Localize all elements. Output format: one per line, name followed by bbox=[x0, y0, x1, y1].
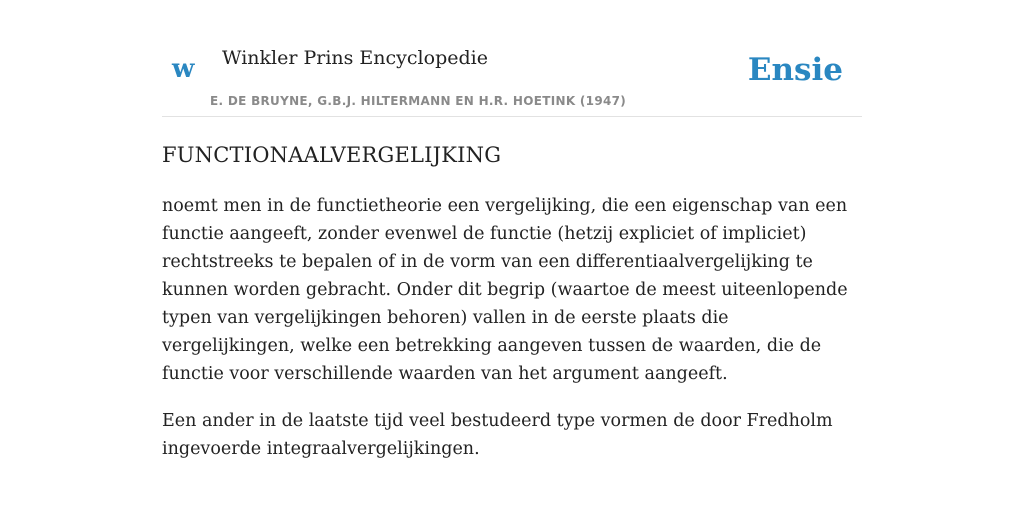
article-paragraph: noemt men in de functietheorie een vergelijking, die een eigenschap van een functie aangeeft, zonder evenwel de functie (hetzij expliciet of impliciet) rechtstreeks te bepalen of in de vorm van een differentiaalvergelijking te kunnen worden gebracht. Onder dit begrip (waartoe de meest uiteenlopende typen van vergelijkingen behoren) vallen in de eerste plaats die vergelijkingen, welke een betrekking aangeven tussen de waarden, die de functie voor verschillende waarden van het argument aangeeft. bbox=[162, 196, 848, 384]
ensie-logo-link[interactable]: Ensie bbox=[747, 52, 843, 88]
article bbox=[162, 138, 862, 463]
winkler-prins-logo-icon[interactable]: w bbox=[172, 54, 195, 84]
book-title-link[interactable]: Winkler Prins Encyclopedie bbox=[222, 47, 488, 69]
article-headword: FUNCTIONAALVERGELIJKING bbox=[162, 143, 502, 167]
article-paragraph: Een ander in de laatste tijd veel bestudeerd type vormen de door Fredholm ingevoerde integraalvergelijkingen. bbox=[162, 411, 833, 459]
header bbox=[162, 0, 862, 117]
authors-subtitle: E. DE BRUYNE, G.B.J. HILTERMANN EN H.R. HOETINK (1947) bbox=[210, 94, 627, 108]
